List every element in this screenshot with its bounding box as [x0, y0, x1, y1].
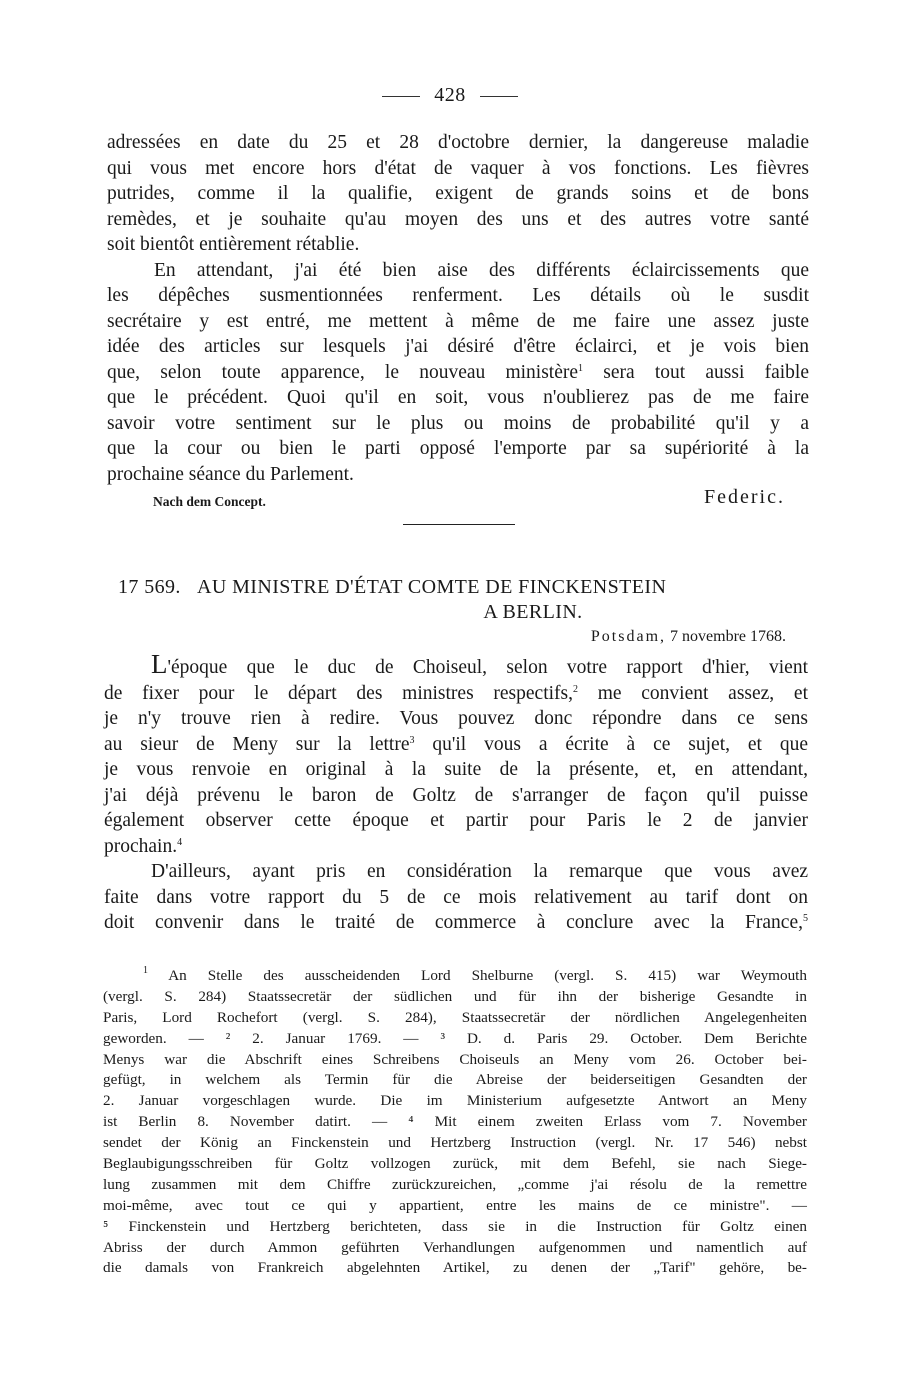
footnote-line: (vergl. S. 284) Staatssecretär der südlichen und für ihn der bisherige Gesandte in — [103, 987, 807, 1005]
text-line: les dépêches susmentionnées renferment. Les détails où le susdit — [107, 285, 809, 306]
text-line: savoir votre sentiment sur le plus ou moins de probabilité qu'il y a — [107, 412, 809, 434]
text-segment: me convient assez, et — [577, 682, 808, 704]
footnotes — [103, 966, 807, 1279]
text-line: En attendant, j'ai été bien aise des différents éclaircissements que — [154, 259, 809, 281]
footnote-line: 2. Januar vorgeschlagen wurde. Die im Ministerium aufgesetzte Antwort an Meny — [103, 1092, 807, 1110]
footnote-line: Paris, Lord Rochefort (vergl. S. 284), Staatssecretär der nördlichen Angelegenheiten — [103, 1008, 807, 1026]
text-line: idée des articles sur lesquels j'ai désiré d'être éclairci, et je vois bien — [107, 336, 809, 357]
text-line: secrétaire y est entré, me mettent à même de me faire une assez juste — [107, 310, 809, 332]
text-segment: prochain. — [104, 835, 178, 857]
text-line: remèdes, et je souhaite qu'au moyen des uns et des autres votre santé — [107, 208, 809, 230]
text-line: faite dans votre rapport du 5 de ce mois relativement au tarif dont on — [104, 886, 808, 908]
header-dash-right — [480, 96, 518, 97]
footnote-line: ist Berlin 8. November datirt. — ⁴ Mit einem zweiten Erlass vom 7. November — [103, 1113, 807, 1131]
text-line: D'ailleurs, ayant pris en considération la remarque que vous avez — [151, 861, 808, 882]
footnote-line: die damals von Frankreich abgelehnten Artikel, zu denen der „Tarif" gehöre, be- — [103, 1259, 807, 1277]
footnote-line: Abriss der durch Ammon geführten Verhandlungen aufgenommen und namentlich auf — [103, 1238, 807, 1256]
footnote-ref: 5 — [803, 913, 808, 924]
text-line: que le précédent. Quoi qu'il en soit, vous n'oublierez pas de me faire — [107, 387, 809, 408]
text-line: je n'y trouve rien à redire. Vous pouvez donc répondre dans ce sens — [104, 708, 808, 729]
signature: Federic. — [704, 486, 785, 508]
text-line — [104, 649, 808, 681]
page-number: 428 — [434, 84, 466, 106]
initial-letter: L — [151, 649, 168, 679]
header-dash-left — [382, 96, 420, 97]
footnote-ref: 2 — [572, 683, 578, 695]
footnote-line: lung zusammen mit dem Chiffre zurückzureichen, „comme j'ai résolu de la remettre — [103, 1175, 807, 1193]
signature-row — [153, 486, 793, 514]
footnote-line: gefügt, in welchem als Termin für die Abreise der beiderseitigen Gesandten der — [103, 1071, 807, 1089]
text-line: j'ai déjà prévenu le baron de Goltz de s'arranger de façon qu'il puisse — [104, 784, 808, 806]
footnote-line: Beglaubigungsschreiben für Goltz vollzogen zurück, mit dem Befehl, sie nach Siege- — [103, 1155, 807, 1173]
text-line: je vous renvoie en original à la suite de la présente, et, en attendant, — [104, 759, 808, 780]
text-line — [107, 360, 809, 386]
footnote-ref: 1 — [578, 362, 584, 374]
source-note: Nach dem Concept. — [153, 494, 266, 509]
section-divider — [403, 524, 515, 525]
heading-line-1 — [118, 576, 798, 599]
dateline — [0, 628, 786, 646]
footnote-line: ⁵ Finckenstein und Hertzberg berichteten, dass sie in die Instruction für Goltz einen — [103, 1217, 807, 1235]
text-segment: doit convenir dans le traité de commerce à conclure avec la France, — [104, 912, 803, 933]
dateline-date: 7 novembre 1768. — [670, 628, 786, 645]
letter-number: 17 569. — [118, 576, 181, 598]
text-line: putrides, comme il la qualifie, exigent de grands soins et de bons — [107, 183, 809, 204]
text-line: adressées en date du 25 et 28 d'octobre dernier, la dangereuse maladie — [107, 132, 809, 153]
footnote-ref: 3 — [409, 734, 415, 746]
text-line — [104, 732, 808, 758]
footnote-line: Menys war die Abschrift eines Schreibens Choiseuls an Meny vom 26. October bei- — [103, 1050, 807, 1068]
footnote-ref: 1 — [143, 965, 148, 976]
letter-heading — [118, 576, 798, 624]
text-line — [104, 834, 808, 860]
footnote-line — [103, 966, 807, 987]
text-segment: An Stelle des ausscheidenden Lord Shelburne (vergl. S. 415) war Weymouth — [168, 967, 807, 984]
letter-continuation — [107, 130, 809, 487]
footnote-line: sendet der König an Finckenstein und Hertzberg Instruction (vergl. Nr. 17 546) nebst — [103, 1134, 807, 1152]
text-line: que la cour ou bien le parti opposé l'emporte par sa supériorité à la — [107, 438, 809, 459]
text-line: qui vous met encore hors d'état de vaquer à vos fonctions. Les fièvres — [107, 157, 809, 179]
heading-line-2: A BERLIN. — [483, 601, 583, 623]
text-segment: au sieur de Meny sur la lettre — [104, 733, 410, 755]
footnote-ref: 4 — [177, 836, 183, 848]
text-segment: 'époque que le duc de Choiseul, selon votre rapport d'hier, vient — [167, 657, 808, 678]
text-line: également observer cette époque et partir pour Paris le 2 de janvier — [104, 810, 808, 831]
text-line — [104, 910, 808, 936]
dateline-place: Potsdam, — [590, 628, 667, 645]
text-segment: de fixer pour le départ des ministres respectifs, — [104, 682, 573, 704]
letter-body — [104, 649, 808, 936]
page-header — [0, 84, 900, 107]
text-line — [104, 681, 808, 707]
footnote-line: moi-même, avec tout ce qui y appartient, entre les mains de ce ministre". — — [103, 1196, 807, 1214]
text-line: prochaine séance du Parlement. — [107, 463, 354, 485]
text-segment: qu'il vous a écrite à ce sujet, et que — [414, 733, 808, 755]
text-segment: que, selon toute apparence, le nouveau ministère — [107, 361, 579, 383]
text-line: soit bientôt entièrement rétablie. — [107, 234, 360, 255]
footnote-line: geworden. — ² 2. Januar 1769. — ³ D. d. Paris 29. October. Dem Berichte — [103, 1029, 807, 1047]
text-segment: sera tout aussi faible — [583, 361, 809, 383]
addressee: AU MINISTRE D'ÉTAT COMTE DE FINCKENSTEIN — [197, 576, 667, 598]
